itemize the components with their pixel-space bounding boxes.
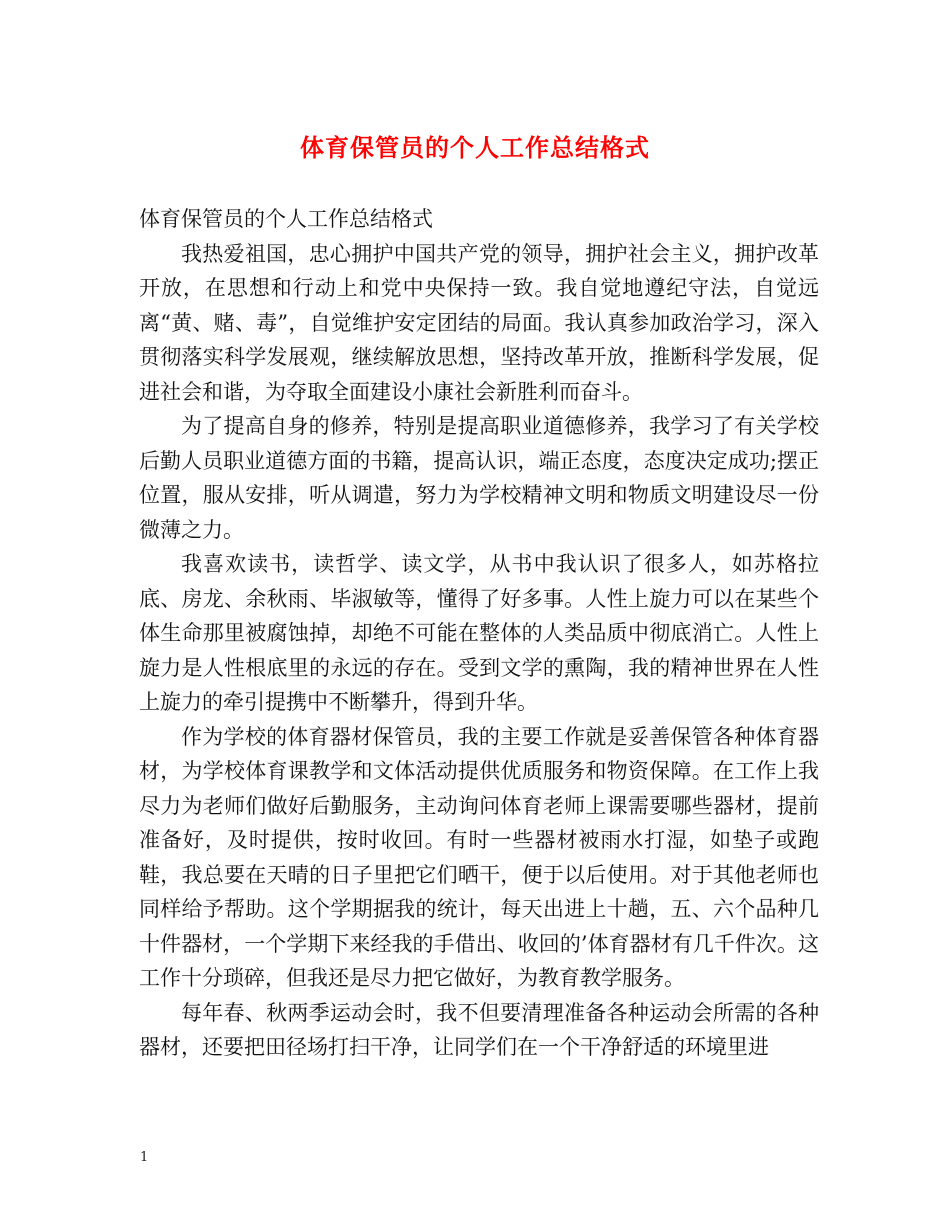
document-subtitle: 体育保管员的个人工作总结格式: [139, 207, 433, 231]
page-number: 1: [140, 1150, 149, 1165]
paragraph-5: 每年春、秋两季运动会时，我不但要清理准备各种运动会所需的各种器材，还要把田径场打扫干净，让同学们在一个干净舒适的环境里进: [139, 1000, 819, 1059]
paragraph-4: 作为学校的体育器材保管员，我的主要工作就是妥善保管各种体育器材，为学校体育课教学和文体活动提供优质服务和物资保障。在工作上我尽力为老师们做好后勤服务，主动询问体育老师上课需要哪些器材，提前准备好，及时提供，按时收回。有时一些器材被雨水打湿，如垫子或跑鞋，我总要在天晴的日子里把它们晒干，便于以后使用。对于其他老师也同样给予帮助。这个学期据我的统计，每天出进上十趟，五、六个品种几十件器材，一个学期下来经我的手借出、收回的’体育器材有几千件次。这工作十分琐碎，但我还是尽力把它做好，为教育教学服务。: [139, 724, 819, 990]
paragraph-2: 为了提高自身的修养，特别是提高职业道德修养，我学习了有关学校后勤人员职业道德方面的书籍，提高认识，端正态度，态度决定成功;摆正位置，服从安排，听从调遣，努力为学校精神文明和物质文明建设尽一份微薄之力。: [139, 414, 819, 542]
document-title: 体育保管员的个人工作总结格式: [300, 134, 650, 162]
paragraph-1: 我热爱祖国，忠心拥护中国共产党的领导，拥护社会主义，拥护改革开放，在思想和行动上和党中央保持一致。我自觉地遵纪守法，自觉远离“黄、赌、毒”，自觉维护安定团结的局面。我认真参加政治学习，深入贯彻落实科学发展观，继续解放思想，坚持改革开放，推断科学发展，促进社会和谐，为夺取全面建设小康社会新胜利而奋斗。: [139, 241, 819, 404]
paragraph-3: 我喜欢读书，读哲学、读文学，从书中我认识了很多人，如苏格拉底、房龙、余秋雨、毕淑敏等，懂得了好多事。人性上旋力可以在某些个体生命那里被腐蚀掉，却绝不可能在整体的人类品质中彻底消亡。人性上旋力是人性根底里的永远的存在。受到文学的熏陶，我的精神世界在人性上旋力的牵引提携中不断攀升，得到升华。: [139, 552, 819, 714]
document-body: [139, 202, 819, 1065]
